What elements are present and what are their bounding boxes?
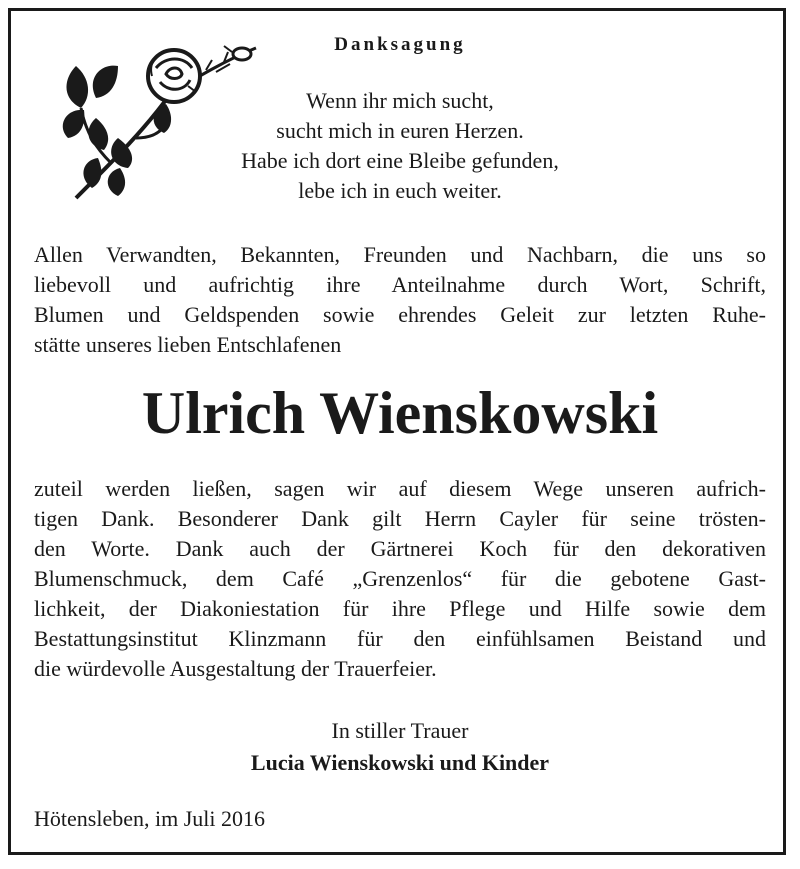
text-line: liebevoll und aufrichtig ihre Anteilnahme durch Wort, Schrift, xyxy=(34,272,766,297)
text-line: stätte unseres lieben Entschlafenen xyxy=(34,332,342,357)
poem-line: Habe ich dort eine Bleibe gefunden, xyxy=(241,148,559,173)
poem xyxy=(190,86,610,206)
notice-heading: Danksagung xyxy=(334,34,466,55)
poem-line: Wenn ihr mich sucht, xyxy=(306,88,494,113)
poem-line: lebe ich in euch weiter. xyxy=(298,178,502,203)
text-line: Allen Verwandten, Bekannten, Freunden und Nachbarn, die uns so xyxy=(34,242,766,267)
text-line: tigen Dank. Besonderer Dank gilt Herrn Cayler für seine trösten- xyxy=(34,506,766,531)
text-line: die würdevolle Ausgestaltung der Trauerfeier. xyxy=(34,656,437,681)
text-line: Blumen und Geldspenden sowie ehrendes Geleit zur letzten Ruhe- xyxy=(34,302,766,327)
text-line: Blumenschmuck, dem Café „Grenzenlos“ für die gebotene Gast- xyxy=(34,566,766,591)
mourning-line: In stiller Trauer xyxy=(331,718,469,743)
text-line: Bestattungsinstitut Klinzmann für den einfühlsamen Beistand und xyxy=(34,626,766,651)
text-line: den Worte. Dank auch der Gärtnerei Koch für den dekorativen xyxy=(34,536,766,561)
deceased-name: Ulrich Wienskowski xyxy=(141,380,659,446)
signers: Lucia Wienskowski und Kinder xyxy=(250,750,550,775)
thanks-paragraph-main xyxy=(34,474,766,684)
thanks-paragraph-intro xyxy=(34,240,766,360)
poem-line: sucht mich in euren Herzen. xyxy=(276,118,524,143)
place-date: Hötensleben, im Juli 2016 xyxy=(34,806,265,831)
text-line: zuteil werden ließen, sagen wir auf diesem Wege unseren aufrich- xyxy=(34,476,766,501)
text-line: lichkeit, der Diakoniestation für ihre Pflege und Hilfe sowie dem xyxy=(34,596,766,621)
